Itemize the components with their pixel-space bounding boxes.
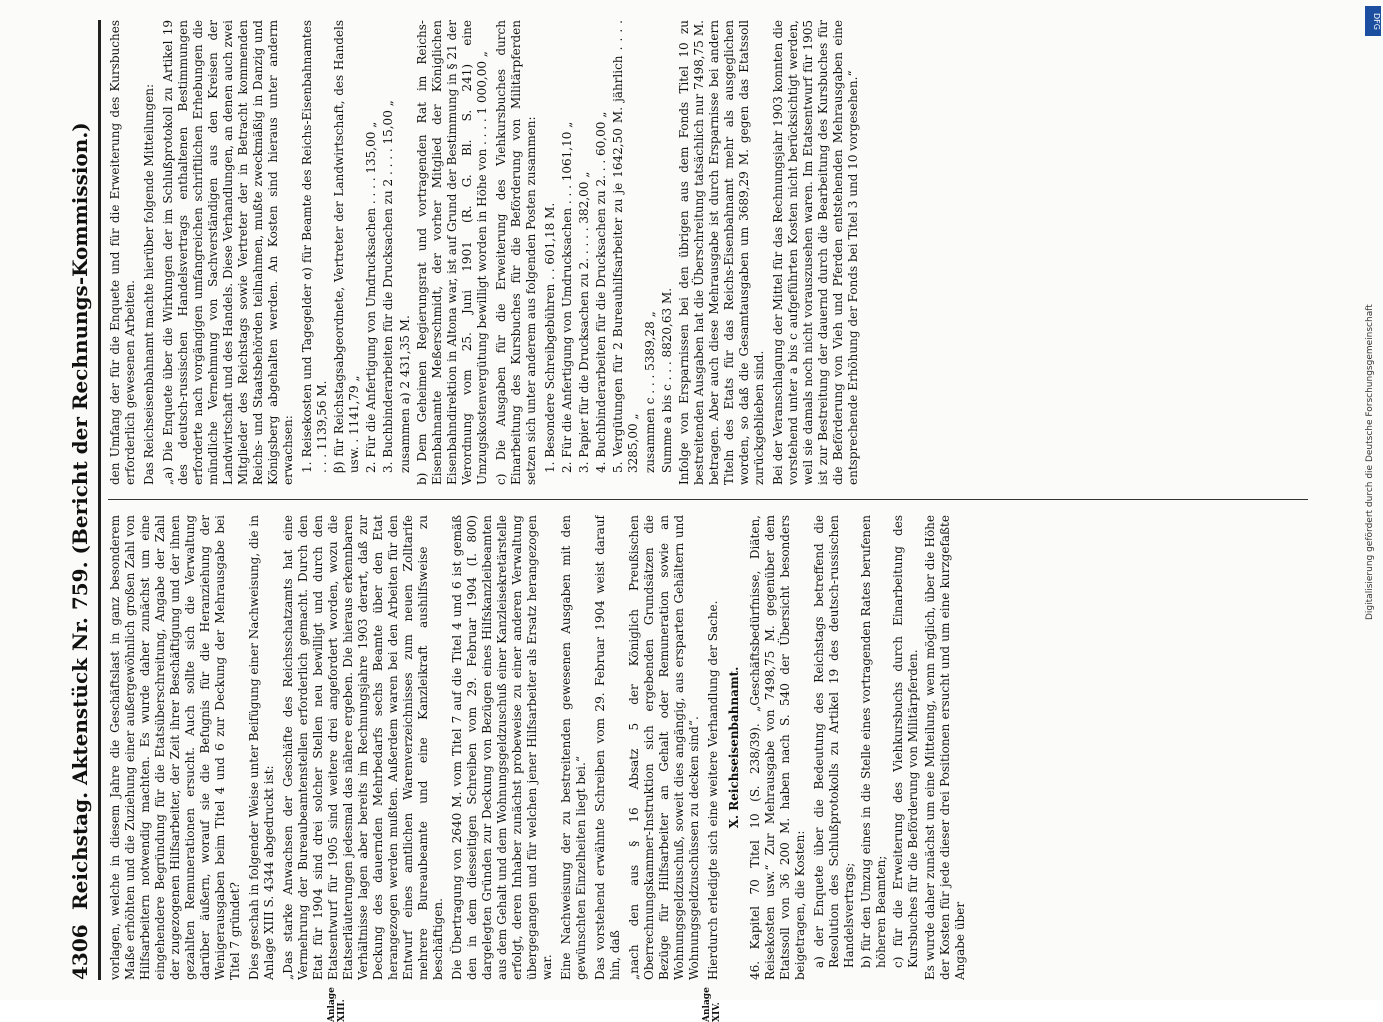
paragraph: vorlagen, welche in diesem Jahre die Geschäftslast in ganz besonderem Maße erhöhten und die Zuziehung einer außergewöhnlich großen Zahl von Hilfsarbeitern notwendig machten. Es wurde daher zunächst um eine eingehendere Begründung für die Etatsüberschreitung, Angabe der Zahl der zugezogenen Hilfsarbeiter, der Zeit ihrer Beschäftigung und der ihnen gezahlten Remunerationen ersucht. Auch sollte sich die Verwaltung darüber äußern, worauf sie die Befugnis für die Heranziehung der Wenigerausgaben beim Titel 4 und 6 zur Deckung der Mehrausgabe bei Titel 7 gründet? [107,515,242,980]
list-item: c) für die Erweiterung des Viehkursbuchs durch Einarbeitung des Kursbuches für die Beförderung von Militärpferden. [890,515,920,968]
left-column [108,515,1308,980]
cost-line: 2. Für die Anfertigung von Umdrucksachen . . . 1061,10 „ [559,121,574,473]
paragraph: Infolge von Ersparnissen bei den übrigen aus dem Fonds Titel 10 zu bestreitenden Ausgaben hat die Überschreitung tatsächlich nur 7498,75 M. betragen. Aber auch diese Mehrausgabe ist durch Ersparnisse bei andern Titeln des Etats für das Reichs-Eisenbahnamt mehr als ausgeglichen worden, so daß die Gesamtausgaben um 3689,29 M. gegen das Etatssoll zurückgeblieben sind. [676,20,766,485]
list-item: a) der Enquete über die Bedeutung des Reichstags betreffend die Resolution des Schlußprotokolls zu Artikel 19 des deutsch-russischen Handelsvertrags; [811,515,856,968]
paragraph: Es wurde daher zunächst um eine Mitteilung, wenn möglich, über die Höhe der Kosten für jede dieser drei Positionen ersucht und um eine kurzgefaßte Angabe über [922,515,967,980]
header-rule [98,20,101,980]
cost-line: 4. Buchbinderarbeiten für die Drucksachen zu 2. . . 60,00 „ [593,111,608,473]
right-column [108,20,1308,485]
cost-total: zusammen a) 2 431,35 M. [397,315,412,473]
cost-line: 3. Buchbinderarbeiten für die Drucksachen zu 2 . . . . 15,00 „ [380,100,395,473]
paragraph: Das Reichseisenbahnamt machte hierüber folgende Mitteilungen: [141,83,156,485]
cost-line: β) für Reichstagsabgeordnete, Vertreter der Landwirtschaft, des Handels usw. . 1141,79 „ [331,20,361,473]
paragraph: 46. Kapitel 70 Titel 10 (S. 238/39). „Geschäftsbedürfnisse, Diäten, Reisekosten usw.“ Zur Mehrausgabe von 7498,75 M. gegenüber dem Etatssoll von 36 200 M. haben nach S. 540 der Übersicht besonders beigetragen, die Kosten: [747,515,807,980]
page-box [62,20,1322,1022]
margin-note: Anlage XIII. [326,987,347,1022]
paragraph: Bei der Veranschlagung der Mittel für das Rechnungsjahr 1903 konnten die vorstehend unter a bis c aufgeführten Kosten nicht berücksichtigt werden, weil sie damals noch nicht vorauszusehen waren. Im Etatsentwurf für 1905 ist zur Bestreitung der dauernd durch die Bearbeitung des Kursbuches für die Beförderung von Vieh und Pferden entstehenden Mehrausgaben eine entsprechende Erhöhung der Fonds bei Titel 3 und 10 vorgesehen.“ [770,20,860,485]
paragraph: Hierdurch erledigte sich eine weitere Verhandlung der Sache. [705,600,720,980]
cost-line: 5. Vergütungen für 2 Bureauhilfsarbeiter zu je 1642,50 M. jährlich . . . . 3285,00 „ [610,20,640,473]
paragraph: Das vorstehend erwähnte Schreiben vom 29. Februar 1904 weist darauf hin, daß [592,515,622,980]
page-title: Reichstag. Aktenstück Nr. 759. (Bericht der Rechnungs-Kommission.) [67,122,92,910]
paragraph: Dies geschah in folgender Weise unter Beifügung einer Nachweisung, die in Anlage XIII S. 4344 abgedruckt ist: [246,515,276,980]
margin-note: Anlage XIV. [701,987,722,1022]
dfg-logo: DFG [1365,6,1381,36]
paragraph: den Umfang der für die Enquete und für die Erweiterung des Kursbuches erforderlich gewesenen Arbeiten. [107,20,137,485]
cost-line: 3. Papier für die Drucksachen zu 2. . . . . 382,00 „ [576,171,591,473]
paragraph: Eine Nachweisung der zu bestreitenden gewesenen Ausgaben mit den gewünschten Einzelheiten liegt bei.“ [558,515,588,980]
paragraph: „nach den aus § 16 Absatz 5 der Königlich Preußischen Oberrechnungskammer-Instruktion sich ergebenden Grundsätzen die Bezüge für Hilfsarbeiter an Gehalt oder Remuneration sowie an Wohnungsgeldzuschuß, soweit dies angängig, aus ersparten Gehältern und Wohnungsgeldzuschüssen zu decken sind“. [626,515,701,980]
cost-line: 1. Besondere Schreibgebühren . . 601,18 M. [542,202,557,473]
cost-total: zusammen c . . . 5389,28 „ [642,311,657,473]
page-header [62,20,102,980]
cost-line: 1. Reisekosten und Tagegelder α) für Beamte des Reichs-Eisenbahnamtes . . . 1139,56 M. [299,20,329,473]
paragraph: Die Übertragung von 2640 M. vom Titel 7 auf die Titel 4 und 6 ist gemäß den in dem diesseitigen Schreiben vom 29. Februar 1904 (I. 800) dargelegten Gründen zur Deckung von Bezügen eines Hilfskanzleibeamten aus dem Gehalt und dem Wohnungsgeldzuschuß einer Kanzleisekretärstelle erfolgt, deren Inhaber zunächst probeweise zu einer anderen Verwaltung übergegangen und für welchen jener Hilfsarbeiter als Ersatz herangezogen war. [449,515,554,980]
column-divider [108,499,1308,500]
list-item: b) für den Umzug eines in die Stelle eines vortragenden Rates berufenen höheren Beamten; [858,515,888,968]
cost-grand-total: Summe a bis c . . . 8820,63 M. [659,287,674,473]
digitization-credit: Digitalisierung gefördert durch die Deutsche Forschungsgemeinschaft [1365,304,1375,620]
paragraph: „Das starke Anwachsen der Geschäfte des Reichsschatzamts hat eine Vermehrung der Bureaubeamtenstellen erforderlich gemacht. Durch den Etat für 1904 sind drei solcher Stellen neu bewilligt und durch den Etatsentwurf für 1905 sind weitere drei angefordert worden, wozu die Etatserläuterungen jedesmal das nähere ergeben. Die hieraus erkennbaren Verhältnisse lagen aber bereits im Rechnungsjahre 1903 derart, daß zur Deckung des dauernden Mehrbedarfs sechs Beamte über den Etat herangezogen werden mußten. Außerdem waren bei den Arbeiten für den Entwurf eines amtlichen Warenverzeichnisses zum neuen Zolltarife mehrere Bureaubeamte und eine Kanzleikraft aushilfsweise zu beschäftigen. [280,515,445,980]
paragraph: b) Dem Geheimen Regierungsrat und vortragenden Rat im Reichs-Eisenbahnamte Meßerschmidt, der vorher Mitglied der Königlichen Eisenbahndirektion in Altona war, ist auf Grund der Bestimmung in § 21 der Verordnung vom 25. Juni 1901 (R. G. Bl. S. 241) eine Umzugskostenvergütung bewilligt worden in Höhe von . . . . 1 000,00 „ [414,20,489,485]
paragraph: „a) Die Enquete über die Wirkungen der im Schlußprotokoll zu Artikel 19 des deutsch-russischen Handelsvertrags enthaltenen Bestimmungen erforderte nach vorgängigen umfangreichen schriftlichen Erhebungen die mündliche Vernehmung von Sachverständigen aus den Kreisen der Landwirtschaft und des Handels. Diese Verhandlungen, an denen auch zwei Mitglieder des Reichstags sowie Vertreter der in Betracht kommenden Reichs- und Staatsbehörden teilnahmen, mußte zweckmäßig in Danzig und Königsberg abgehalten werden. An Kosten sind hieraus unter anderm erwachsen: [160,20,295,485]
rotated-page-content [62,20,1322,1022]
cost-line: 2. Für die Anfertigung von Umdrucksachen . . . . 135,00 „ [363,121,378,473]
page-number: 4306 [67,924,92,980]
section-heading: X. Reichseisenbahnamt. [726,666,741,829]
paragraph: c) Die Ausgaben für die Erweiterung des Viehkursbuches durch Einarbeitung des Kursbuches für die Beförderung von Militärpferden setzen sich unter anderem aus folgenden Posten zusammen: [493,20,538,485]
